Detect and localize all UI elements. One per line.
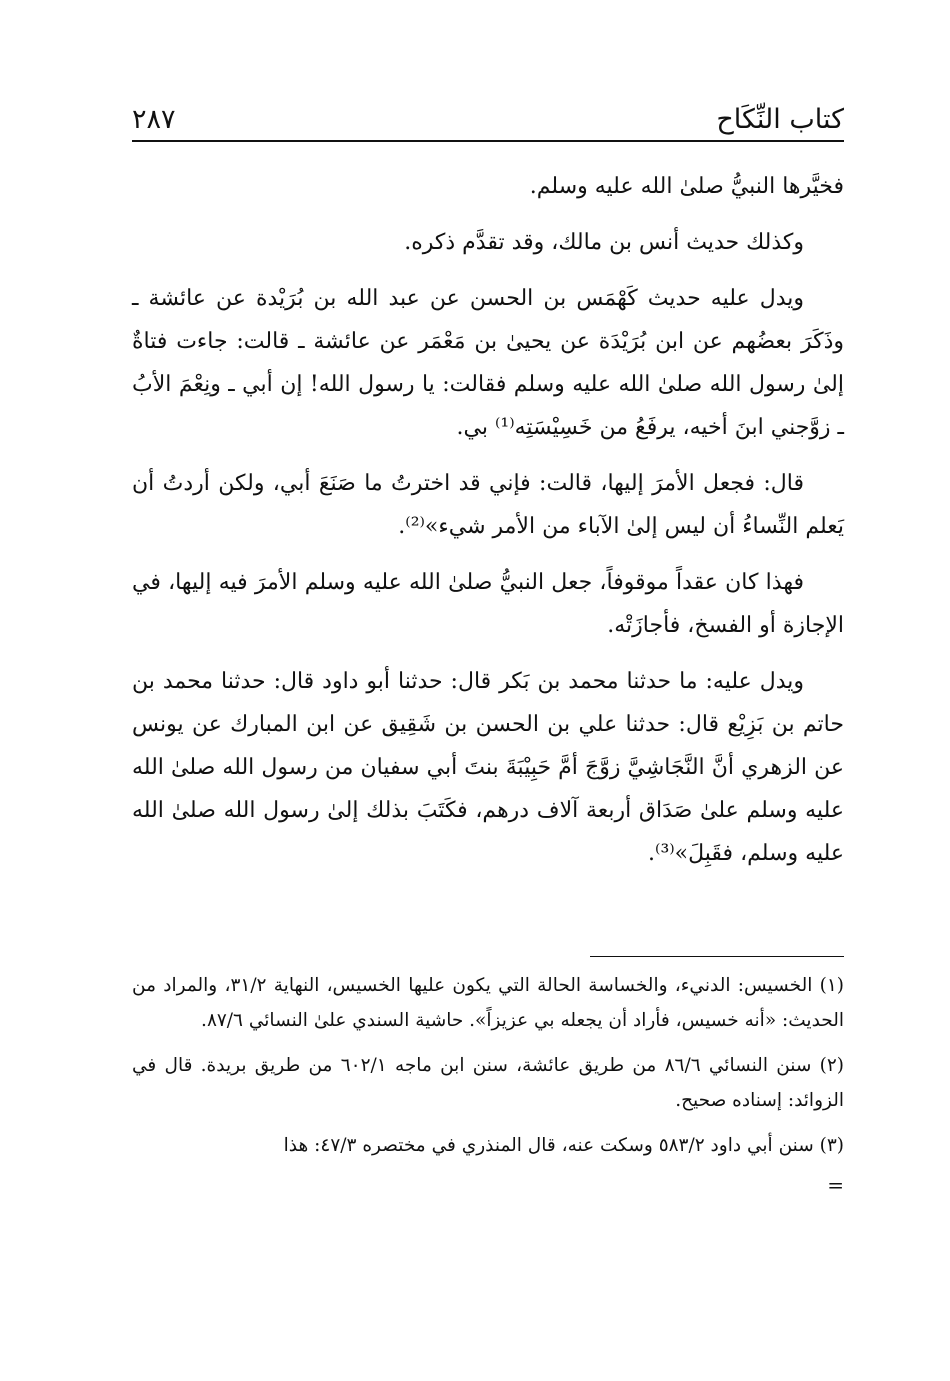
page-number: ٢٨٧	[132, 104, 176, 135]
paragraph-6: ويدل عليه: ما حدثنا محمد بن بَكر قال: حدثنا أبو داود قال: حدثنا محمد بن حاتم بن بَزِيْع قال: حدثنا علي بن الحسن بن شَقِيق عن ابن المبارك عن يونس عن الزهري أنَّ النَّجَاشِيَّ زوَّجَ أمَّ حَبِيْبَةَ بنتَ أبي سفيان من رسول الله صلىٰ الله عليه وسلم علىٰ صَدَاق أربعة آلاف درهم، فكَتَبَ بذلك إلىٰ رسول الله صلىٰ الله عليه وسلم، فقَبِلَ»⁽³⁾.	[132, 669, 844, 866]
paragraph-4: قال: فجعل الأمرَ إليها، قالت: فإني قد اخترتُ ما صَنَعَ أبي، ولكن أردتُ أن يَعلم النِّساءُ أن ليس إلىٰ الآباء من الأمر شيء»⁽²⁾.	[132, 471, 844, 539]
footnote-3: (٣) سنن أبي داود ٥٨٣/٢ وسكت عنه، قال المنذري في مختصره ٤٧/٣: هذا	[283, 1135, 844, 1156]
footnote-2: (٢) سنن النسائي ٨٦/٦ من طريق عائشة، سنن ابن ماجه ٦٠٢/١ من طريق بريدة. قال في الزوائد: إسناده صحيح.	[132, 1055, 844, 1111]
running-title: كتاب النِّكَاح	[716, 104, 844, 135]
paragraph-5: فهذا كان عقداً موقوفاً، جعل النبيُّ صلىٰ الله عليه وسلم الأمرَ فيه إليها، في الإجازة أو الفسخ، فأجازَتْه.	[132, 570, 844, 638]
continuation-mark: =	[827, 1173, 844, 1197]
paragraph-1: فخيَّرها النبيُّ صلىٰ الله عليه وسلم.	[529, 174, 844, 199]
footnote-1: (١) الخسيس: الدنيء، والخساسة الحالة التي يكون عليها الخسيس، النهاية ٣١/٢، والمراد من الحديث: «أنه خسيس، فأراد أن يجعله بي عزيزاً». حاشية السندي علىٰ النسائي ٨٧/٦.	[132, 975, 844, 1031]
footnote-separator	[590, 956, 844, 957]
footnotes	[132, 968, 844, 1197]
paragraph-2: وكذلك حديث أنس بن مالك، وقد تقدَّم ذكره.	[404, 230, 804, 255]
paragraph-3: ويدل عليه حديث كَهْمَس بن الحسن عن عبد الله بن بُرَيْدة عن عائشة ـ وذَكَرَ بعضُهم عن ابن بُرَيْدَة عن يحيىٰ بن مَعْمَر عن عائشة ـ قالت: جاءت فتاةٌ إلىٰ رسول الله صلىٰ الله عليه وسلم فقالت: يا رسول الله! إن أبي ـ ونِعْمَ الأبُ ـ زوَّجني ابنَ أخيه، يرفَعُ من خَسِيْسَتِه⁽¹⁾ بي.	[132, 286, 844, 440]
page-header	[132, 96, 844, 142]
main-text	[132, 165, 844, 888]
